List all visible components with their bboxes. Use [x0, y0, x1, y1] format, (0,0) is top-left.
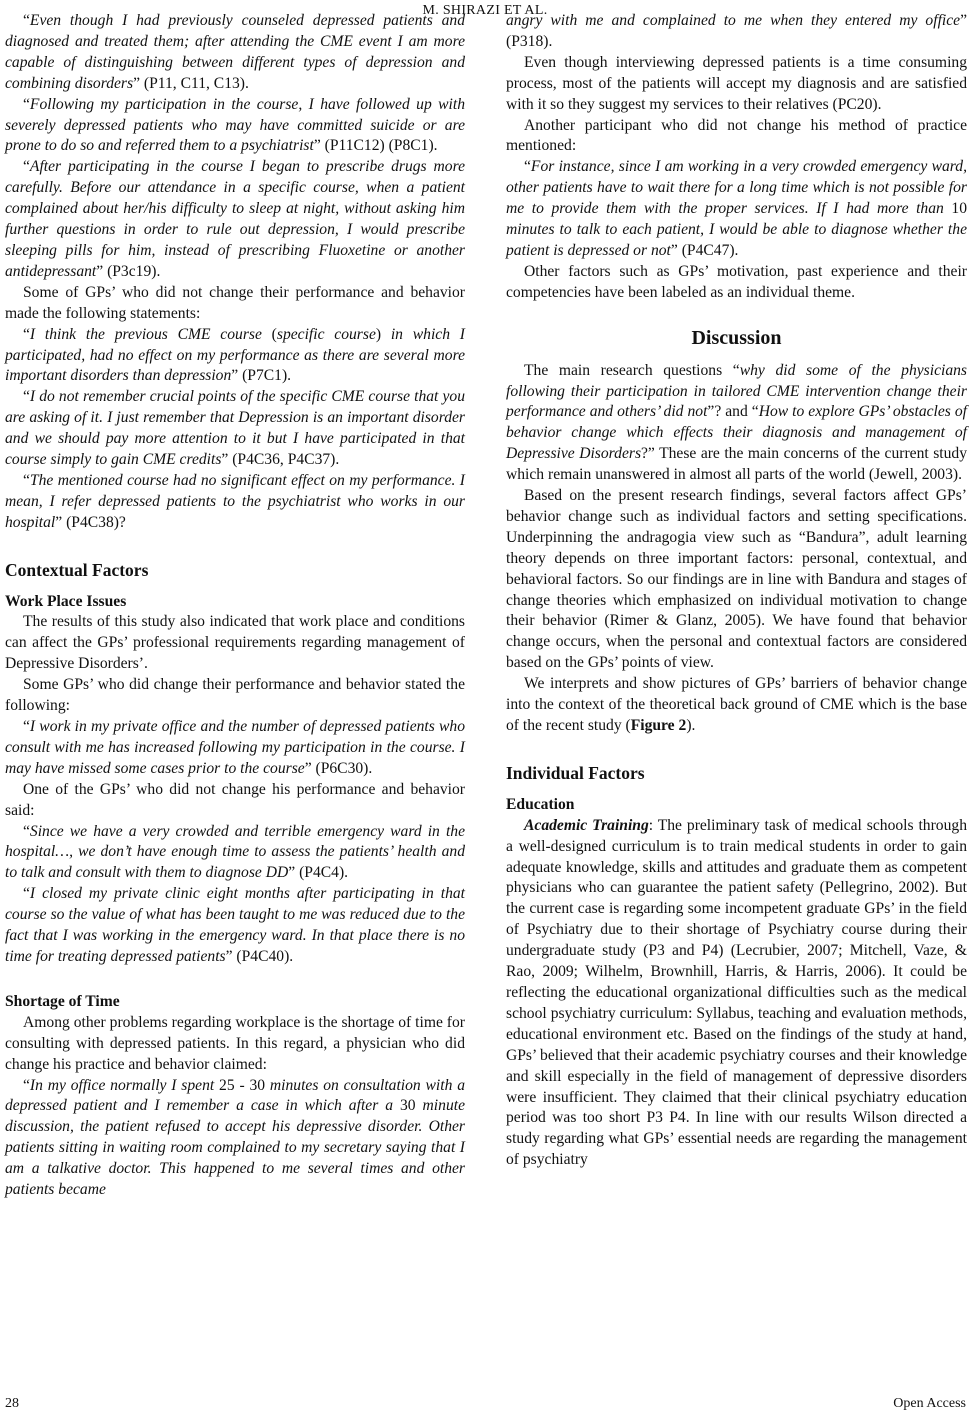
paragraph — [506, 486, 967, 674]
quote-text: The mentioned course had no significant effect on my performance. I mean, I refer depressed patients to the psychiatrist who works in our hospital — [5, 471, 465, 531]
body-text: 10 — [951, 200, 967, 218]
emphasis-text: Figure 2 — [630, 717, 687, 734]
body-text: 30 — [399, 1097, 423, 1115]
body-text: The results of this study also indicated that work place and conditions can affect the GPs’ professional requirements regarding management of Depressive Disorders’. — [5, 613, 465, 673]
body-text: ” (P4C4). — [288, 864, 349, 882]
paragraph — [5, 283, 465, 325]
body-text: ” (P7C1). — [231, 367, 292, 385]
quote-text: minutes on consultation with a depressed patient and I remember a case in which after a — [5, 1076, 465, 1115]
subsection-heading: Shortage of Time — [5, 992, 120, 1010]
body-text: Based on the present research findings, several factors affect GPs’ behavior change such as individual factors and setting specifications. Underpinning the andragogia view such as “Bandura”, adult learning theory depends on three important factors: personal, contextual, and behavioral factors. So our findings are in line with Bandura and stages of change theories which emphasized on individual motivation to change their behavior (Rimer & Glanz, 2005). We have found that behavior change occurs, when the personal and contextual factors are considered based on the GPs’ points of view. — [506, 487, 967, 672]
emphasis-text: Academic Training — [524, 816, 649, 834]
body-text: ” (P11, C11, C13). — [133, 74, 249, 92]
right-column — [506, 11, 967, 1171]
body-text: ” (P4C38)? — [55, 513, 126, 531]
paragraph — [5, 95, 465, 158]
body-text: ” (P4C40). — [225, 947, 294, 965]
paragraph — [5, 780, 465, 822]
quote-text: Even though I had previously counseled depressed patients and diagnosed and treated them; after attending the CME event I am more capable of distinguishing between different types of depression and combining disorders — [5, 12, 465, 92]
body-text: ” (P6C30). — [304, 759, 373, 777]
body-text: 25 - 30 — [219, 1076, 270, 1094]
paragraph — [5, 471, 465, 534]
subsection-heading: Work Place Issues — [5, 592, 127, 610]
paragraph — [5, 157, 465, 282]
quote-text: How to explore GPs’ obstacles of behavior change which effects their diagnosis and management of Depressive Disorders — [506, 403, 967, 463]
body-text: Some GPs’ who did change their performance and behavior stated the following: — [5, 676, 465, 715]
body-text: ). — [686, 717, 696, 734]
running-header: M. SHIRAZI ET AL. — [422, 3, 548, 18]
paragraph — [5, 717, 465, 780]
body-text: ” (P3c19). — [96, 262, 161, 280]
paragraph — [506, 674, 967, 737]
body-text: ) — [375, 325, 391, 343]
quote-text: After participating in the course I began to prescribe drugs more carefully. Before our attendance in a specific course, when a patient complained about her/his difficulty to sleep at night, without asking him further questions in order to rule out depression, I would prescribe sleeping pills for him, instead of prescribing Fluoxetine or another antidepressant — [5, 158, 465, 280]
quote-text: I think the previous CME course — [29, 325, 272, 343]
body-text: “ — [524, 158, 531, 176]
paragraph — [5, 675, 465, 717]
section-heading: Individual Factors — [506, 762, 645, 783]
body-text: One of the GPs’ who did not change his performance and behavior said: — [5, 780, 465, 819]
body-text: “ — [23, 95, 30, 113]
body-text: ” (P11C12) (P8C1). — [313, 137, 438, 155]
body-text: ?” These are the main concerns of the current study which remain unanswered in almost all parts of the world (Jewell, 2003). — [506, 445, 967, 484]
body-text: Even though interviewing depressed patients is a time consuming process, most of the patients will accept my diagnosis and are satisfied with it so they suggest my services to their relatives (PC20). — [506, 53, 967, 113]
quote-text: Since we have a very crowded and terrible emergency ward in the hospital…, we don’t have enough time to assess the patients’ health and to talk and consult with them to diagnose DD — [5, 822, 465, 882]
open-access-label: Open Access — [893, 1396, 966, 1411]
page-number: 28 — [5, 1396, 19, 1411]
body-text: “ — [23, 718, 30, 735]
paragraph — [5, 325, 465, 388]
body-text: “ — [23, 12, 30, 29]
paragraph — [506, 262, 967, 304]
subsection-heading: Education — [506, 795, 575, 813]
paragraph — [506, 116, 967, 158]
paragraph — [506, 361, 967, 486]
left-column — [5, 11, 465, 1201]
quote-text: in which I participated, had no effect on my performance as there are several more important disorders than depression — [5, 325, 465, 385]
body-text: ( — [271, 325, 277, 343]
body-text: ” (P4C47). — [670, 241, 739, 259]
body-text: “ — [23, 388, 30, 406]
quote-text: For instance, since I am working in a very crowded emergency ward, other patients have to wait there for a long time which is not possible for me to provide them with the proper services. If I had more than — [506, 158, 967, 218]
paragraph — [5, 1076, 465, 1201]
body-text: “ — [23, 822, 30, 840]
paragraph — [5, 387, 465, 471]
paragraph — [5, 612, 465, 675]
paragraph — [506, 157, 967, 262]
quote-text: angry with me and complained to me when they entered my office — [506, 12, 961, 29]
quote-text: why did some of the physicians following their participation in tailored CME intervention change their performance and others’ did not — [506, 361, 967, 421]
body-text: “ — [23, 471, 30, 489]
body-text: Another participant who did not change his method of practice mentioned: — [506, 116, 967, 155]
body-text: ” (P4C36, P4C37). — [221, 451, 340, 469]
quote-text: I work in my private office and the number of depressed patients who consult with me has increased following my participation in the course. I may have missed some cases prior to the course — [5, 718, 465, 777]
body-text: The main research questions “ — [524, 361, 740, 379]
quote-text: minutes to talk to each patient, I would be able to diagnose whether the patient is depressed or not — [506, 221, 967, 259]
quote-text: Following my participation in the course, I have followed up with severely depressed patients who may have committed suicide or are prone to do so and referred them to a psychiatrist — [5, 95, 465, 155]
quote-text: In my office normally I spent — [29, 1076, 220, 1094]
section-heading: Discussion — [691, 326, 782, 349]
body-text: : The preliminary task of medical schools through a well-designed curriculum is to train medical students in order to gain adequate knowledge, skills and attitudes and graduate them as competent physicians who can guarantee the patient safety (Pellegrino, 2002). But the current case is regarding some incompetent graduate GPs’ in the field of Psychiatry due to their shortage of Psychiatry course during their undergraduate study (P3 and P4) (Lecrubier, 2007; Mitchell, Vaze, & Rao, 2009; Wilhelm, Brownhill, Harris, & Harris, 2006). It could be reflecting the educational organizational difficulties such as the medical school psychiatry curriculum: Syllabus, teaching and evaluation methods, educational environment etc. Based on the findings of the study at hand, GPs’ believed that their academic psychiatry courses and their knowledge and skill especially in the field of management of depressive disorders were insufficient. They claimed that their clinical psychiatry education period was too short P3 P4. In line with our results Wilson directed a study regarding what GPs’ essential needs are regarding the management of psychiatry — [506, 816, 967, 1169]
quote-text: specific course — [276, 325, 376, 343]
paragraph — [5, 884, 465, 968]
paragraph — [506, 53, 967, 116]
paragraph — [5, 822, 465, 885]
paragraph — [5, 11, 465, 95]
body-text: We interprets and show pictures of GPs’ barriers of behavior change into the context of the theoretical back ground of CME which is the base of the recent study ( — [506, 675, 967, 734]
body-text: “ — [23, 325, 30, 343]
body-text: “ — [23, 885, 30, 903]
quote-text: I do not remember crucial points of the specific CME course that you are asking of it. I just remember that Depression is an important disorder and we should pay more attention to it but I have participated in that course simply to gain CME credits — [5, 388, 465, 469]
body-text: Some of GPs’ who did not change their performance and behavior made the following statements: — [5, 283, 465, 322]
body-text: ”? and “ — [707, 403, 759, 421]
paragraph — [5, 1013, 465, 1076]
quote-text: minute discussion, the patient refused to accept his depressive disorder. Other patients sitting in waiting room complained to my secretary saying that I am a talkative doctor. This happened to me several times and other patients became — [5, 1097, 465, 1199]
body-text: “ — [23, 1076, 30, 1094]
section-heading: Contextual Factors — [5, 559, 149, 580]
paragraph — [506, 11, 967, 53]
body-text: “ — [23, 158, 30, 176]
body-text: ” (P318). — [506, 12, 967, 50]
body-text: Among other problems regarding workplace is the shortage of time for consulting with depressed patients. In this regard, a physician who did change his practice and behavior claimed: — [5, 1013, 465, 1073]
quote-text: I closed my private clinic eight months after participating in that course so the value of what has been taught to me was reduced due to the fact that I was working in the emergency ward. In that place there is no time for treating depressed patients — [5, 885, 465, 965]
paragraph — [506, 816, 967, 1171]
body-text: Other factors such as GPs’ motivation, past experience and their competencies have been labeled as an individual theme. — [506, 262, 967, 301]
